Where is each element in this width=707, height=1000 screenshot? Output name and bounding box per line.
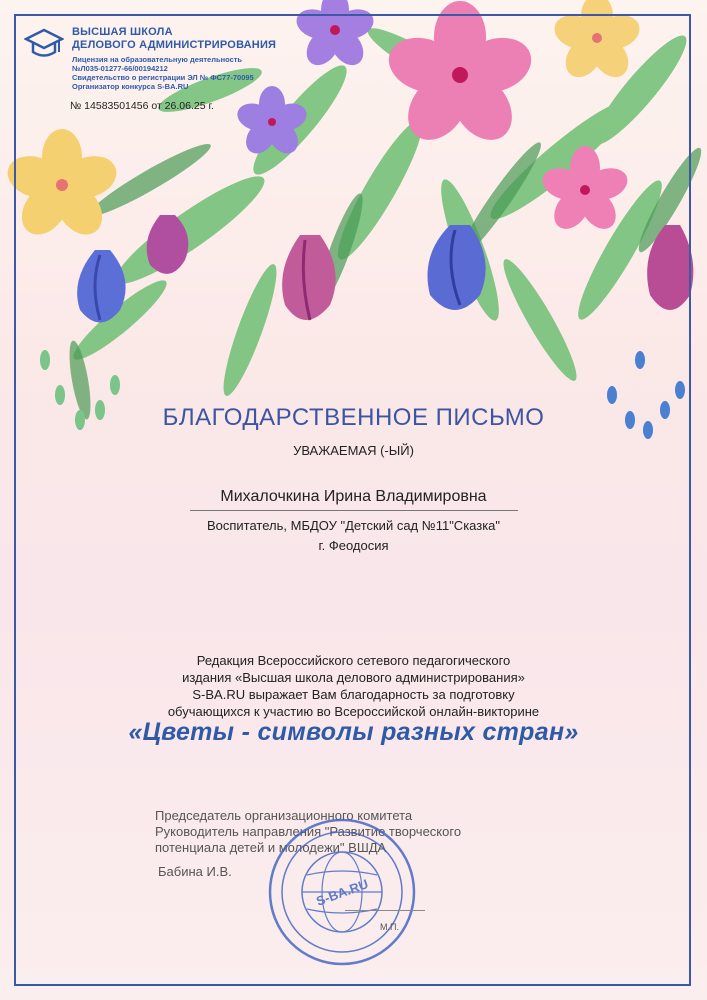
- greeting: УВАЖАЕМАЯ (-ЫЙ): [293, 443, 414, 458]
- registration-info: Свидетельство о регистрации ЭЛ № ФС77-70095: [72, 73, 254, 82]
- org-name-line2: ДЕЛОВОГО АДМИНИСТРИРОВАНИЯ: [72, 39, 277, 51]
- graduation-cap-icon: [24, 26, 64, 62]
- body-line2: издания «Высшая школа делового администрирования»: [182, 670, 525, 685]
- org-name-line1: ВЫСШАЯ ШКОЛА: [72, 26, 173, 38]
- recipient-details: [0, 516, 707, 556]
- page-title: БЛАГОДАРСТВЕННОЕ ПИСЬМО: [162, 404, 545, 431]
- recipient-name: Михалочкина Ирина Владимировна: [220, 488, 487, 505]
- name-underline: [190, 510, 518, 511]
- license-line1: Лицензия на образовательную деятельность: [72, 55, 243, 64]
- organizer-info: Организатор конкурса S-BA.RU: [72, 82, 189, 91]
- stamp-text: S-BA.RU: [314, 876, 371, 909]
- body-line4: обучающихся к участию во Всероссийской онлайн-викторине: [167, 704, 540, 719]
- recipient-position: Воспитатель, МБДОУ "Детский сад №11"Сказка": [206, 518, 501, 533]
- quiz-title: «Цветы - символы разных стран»: [128, 718, 579, 746]
- organization-info: [72, 26, 276, 91]
- stamp-place-label: М.П.: [380, 922, 399, 932]
- signature-line3: потенциала детей и молодежи" ВШДА: [155, 840, 387, 855]
- official-stamp: [265, 815, 420, 970]
- signature-line1: Председатель организационного комитета: [155, 808, 413, 823]
- body-line3: S-BA.RU выражает Вам благодарность за подготовку: [192, 687, 515, 702]
- signer-name: Бабина И.В.: [158, 864, 232, 879]
- body-line1: Редакция Всероссийского сетевого педагогического: [196, 653, 511, 668]
- letter-body: [0, 652, 707, 720]
- license-line2: №Л035-01277-66/00194212: [72, 64, 168, 73]
- document-number: № 14583501456 от 26.06.25 г.: [70, 100, 214, 112]
- recipient-city: г. Феодосия: [318, 538, 389, 553]
- signature-line2: Руководитель направления "Развитие творческого: [155, 824, 462, 839]
- signature-line: [345, 910, 425, 911]
